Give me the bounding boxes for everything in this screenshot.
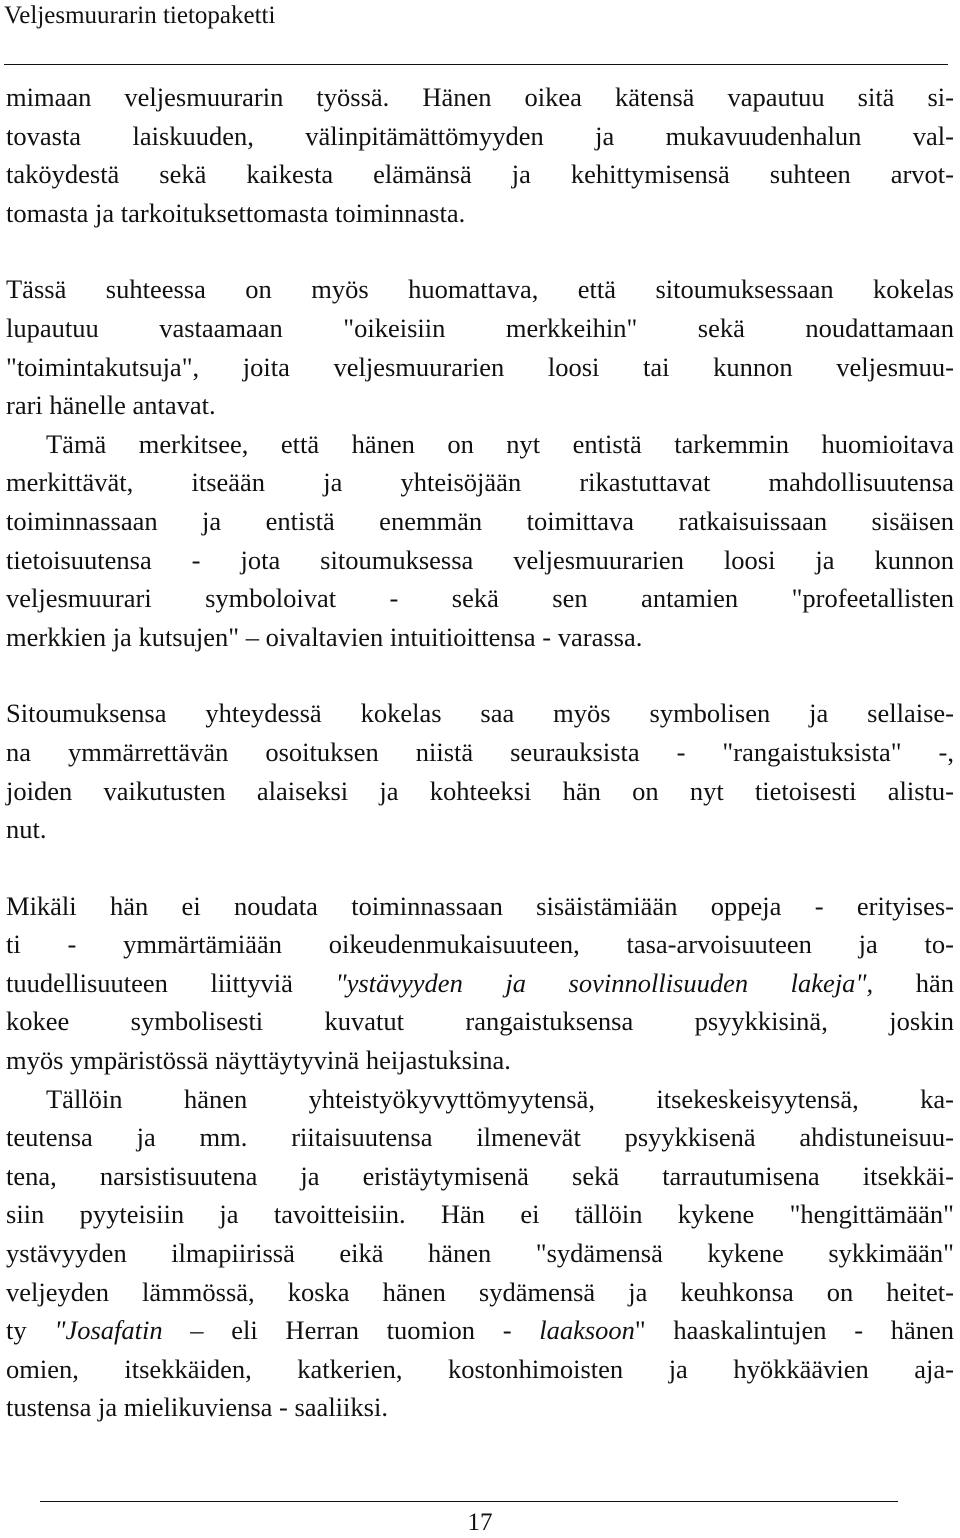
text-line: ti - ymmärtämiään oikeudenmukaisuuteen, tasa-arvoisuuteen ja to-	[6, 929, 954, 960]
text-line: mimaan veljesmuurarin työssä. Hänen oikea kätensä vapautuu sitä si-	[6, 82, 954, 112]
text-line: lupautuu vastaamaan "oikeisiin merkkeihin" sekä noudattamaan	[6, 312, 954, 343]
text-line: Sitoumuksensa yhteydessä kokelas saa myös symbolisen ja sellaise-	[6, 698, 954, 729]
text-line: rari hänelle antavat.	[6, 390, 216, 421]
text-line: na ymmärrettävän osoituksen niistä seurauksista - "rangaistuksista" -,	[6, 736, 954, 767]
text-segment: ty	[6, 1315, 55, 1346]
paragraph-gap	[6, 656, 954, 694]
text-line: tena, narsistisuutena ja eristäytymisenä sekä tarrautumisena itsekkäi-	[6, 1160, 954, 1191]
text-line: kokee symbolisesti kuvatut rangaistuksensa psyykkisinä, joskin	[6, 1006, 954, 1037]
text-line: tovasta laiskuuden, välinpitämättömyyden ja mukavuudenhalun val-	[6, 120, 954, 151]
text-line: Tällöin hänen yhteistyökyvyttömyytensä, itsekeskeisyytensä, ka-	[46, 1083, 954, 1114]
page-number: 17	[467, 1509, 493, 1536]
text-line: tomasta ja tarkoituksettomasta toiminnasta.	[6, 197, 466, 228]
text-line: siin pyyteisiin ja tavoitteisiin. Hän ei tällöin kykene "hengittämään"	[6, 1199, 954, 1230]
paragraph-1	[6, 78, 954, 232]
paragraph-gap	[6, 849, 954, 887]
text-line	[6, 964, 954, 1003]
text-line: taköydestä sekä kaikesta elämänsä ja kehittymisensä suhteen arvot-	[6, 159, 954, 190]
text-line: Mikäli hän ei noudata toiminnassaan sisäistämiään oppeja - erityises-	[6, 890, 954, 921]
text-line: teutensa ja mm. riitaisuutensa ilmenevät psyykkisenä ahdistuneisuu-	[6, 1122, 954, 1153]
italic-word: laaksoon	[539, 1315, 635, 1346]
paragraph-2	[6, 270, 954, 424]
text-line: ystävyyden ilmapiirissä eikä hänen "sydämensä kykene sykkimään"	[6, 1238, 954, 1269]
text-line: tustensa ja mielikuviensa - saaliiksi.	[6, 1392, 388, 1423]
paragraph-3	[6, 425, 954, 657]
text-line: Tässä suhteessa on myös huomattava, että sitoumuksessaan kokelas	[6, 274, 954, 305]
text-line: merkittävät, itseään ja yhteisöjään rikastuttavat mahdollisuutensa	[6, 467, 954, 498]
paragraph-6	[6, 1080, 954, 1427]
header-rule	[4, 64, 948, 65]
body-text	[6, 78, 954, 1427]
running-header: Veljesmuurarin tietopaketti	[4, 2, 276, 29]
text-line: omien, itsekkäiden, katkerien, kostonhimoisten ja hyökkäävien aja-	[6, 1353, 954, 1384]
text-line: tietoisuutensa - jota sitoumuksessa veljesmuurarien loosi ja kunnon	[6, 544, 954, 575]
text-line: "toimintakutsuja", joita veljesmuurarien loosi tai kunnon veljesmuu-	[6, 351, 954, 382]
text-line: toiminnassaan ja entistä enemmän toimittava ratkaisuissaan sisäisen	[6, 505, 954, 536]
text-line: merkkien ja kutsujen" – oivaltavien intuitioittensa - varassa.	[6, 621, 643, 652]
text-line	[6, 1311, 954, 1350]
text-line: myös ympäristössä näyttäytyvinä heijastuksina.	[6, 1045, 511, 1076]
text-segment: hän	[873, 967, 954, 998]
text-line: veljeyden lämmössä, koska hänen sydämensä ja keuhkonsa on heitet-	[6, 1276, 954, 1307]
italic-quote: "ystävyyden ja sovinnollisuuden lakeja",	[335, 967, 874, 998]
text-line: veljesmuurari symboloivat - sekä sen antamien "profeetallisten	[6, 583, 954, 614]
text-line: Tämä merkitsee, että hänen on nyt entistä tarkemmin huomioitava	[46, 428, 954, 459]
italic-quote: "Josafatin	[54, 1315, 163, 1346]
text-line: nut.	[6, 814, 47, 845]
footer-rule	[40, 1501, 898, 1502]
text-segment: – eli Herran tuomion -	[162, 1315, 540, 1346]
paragraph-4	[6, 694, 954, 848]
paragraph-gap	[6, 232, 954, 270]
text-segment: tuudellisuuteen liittyviä	[6, 967, 336, 998]
text-line: joiden vaikutusten alaiseksi ja kohteeksi hän on nyt tietoisesti alistu-	[6, 775, 954, 806]
paragraph-5	[6, 887, 954, 1080]
text-segment: " haaskalintujen - hänen	[634, 1315, 954, 1346]
